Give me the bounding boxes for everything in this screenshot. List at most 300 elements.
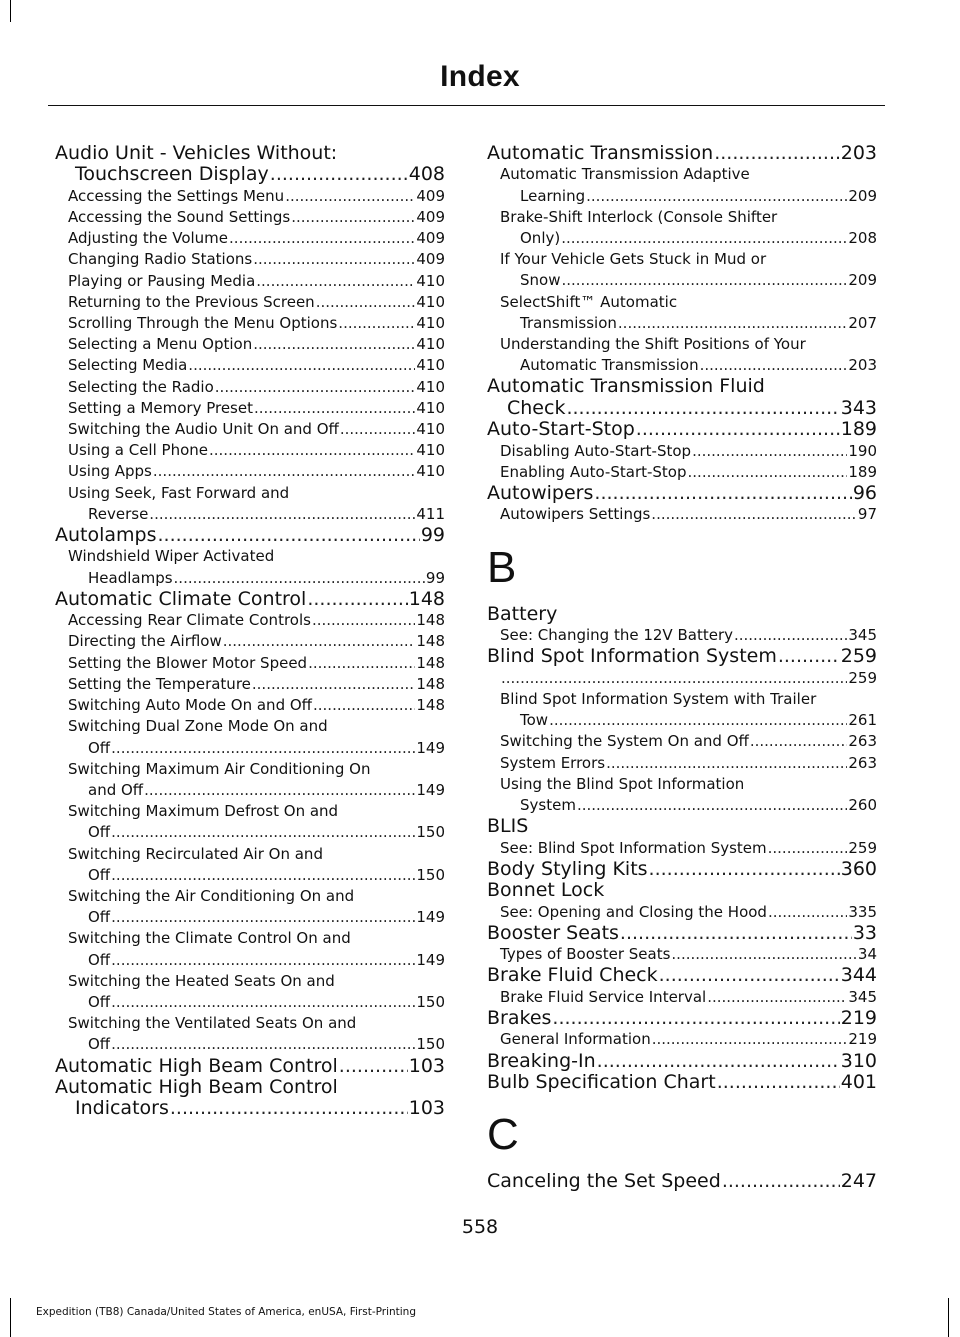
entry-text: System [520, 795, 576, 814]
page-ref[interactable]: 409 [416, 250, 445, 269]
page-ref[interactable]: 410 [416, 377, 445, 396]
dot-leader [561, 270, 847, 291]
index-subentry[interactable] [55, 886, 445, 928]
page-ref[interactable]: 409 [416, 208, 445, 227]
index-subentry[interactable] [55, 249, 445, 270]
dot-leader [252, 674, 415, 695]
entry-text: Types of Booster Seats [500, 945, 671, 964]
crop-mark-bottom-left [10, 1298, 11, 1337]
entry-text: Snow [520, 271, 561, 290]
entry-line [68, 568, 445, 589]
page-ref[interactable]: 150 [416, 1035, 445, 1054]
page-ref[interactable]: 149 [416, 908, 445, 927]
entry-text: SelectShift™ Automatic [500, 292, 678, 311]
index-subentry[interactable] [487, 462, 877, 483]
entry-line [68, 780, 445, 801]
page-ref[interactable]: 345 [848, 987, 877, 1006]
page-ref[interactable]: 408 [408, 163, 445, 186]
index-entry[interactable] [487, 483, 877, 504]
page-number: 558 [461, 1216, 499, 1238]
index-subentry[interactable] [487, 668, 877, 689]
index-entry[interactable] [487, 1072, 877, 1093]
page-ref[interactable]: 99 [420, 524, 445, 547]
index-subentry[interactable] [55, 801, 445, 843]
page-ref[interactable]: 148 [416, 632, 445, 651]
entry-line [500, 355, 877, 376]
dot-leader [312, 610, 415, 631]
index-entry[interactable] [487, 923, 877, 944]
index-subentry[interactable] [55, 186, 445, 207]
index-entry-heading: BLIS [487, 815, 529, 838]
entry-line [55, 1098, 445, 1119]
entry-text: Off [88, 738, 111, 757]
entry-text: Touchscreen Display [75, 163, 269, 186]
page-ref[interactable]: 411 [416, 504, 445, 523]
page-ref[interactable]: 247 [840, 1170, 877, 1193]
index-subentry[interactable] [55, 759, 445, 801]
entry-text: Switching the Climate Control On and [68, 929, 351, 948]
entry-text: Autowipers [487, 482, 594, 505]
entry-text: Setting the Blower Motor Speed [68, 653, 308, 672]
dot-leader [170, 1098, 408, 1119]
entry-text: Automatic Climate Control [55, 587, 307, 610]
entry-text: See: Opening and Closing the Hood [500, 902, 767, 921]
index-subentry[interactable] [487, 1029, 877, 1050]
index-entry[interactable] [487, 1008, 877, 1029]
entry-line [487, 646, 877, 667]
index-subentry[interactable] [55, 377, 445, 398]
entry-line [487, 1008, 877, 1029]
page-ref[interactable]: 401 [840, 1070, 877, 1093]
dot-leader [734, 625, 847, 646]
page-ref[interactable]: 149 [416, 738, 445, 757]
index-subentry[interactable] [55, 313, 445, 334]
dot-leader [652, 1029, 848, 1050]
index-entry[interactable] [487, 1171, 877, 1192]
index-entry[interactable] [55, 143, 445, 186]
page-ref[interactable]: 208 [848, 229, 877, 248]
dot-leader [636, 419, 840, 440]
entry-line [500, 902, 877, 923]
page-ref[interactable]: 410 [416, 441, 445, 460]
index-subentry[interactable] [55, 844, 445, 886]
dot-leader [620, 923, 852, 944]
index-subentry[interactable] [55, 228, 445, 249]
dot-leader [707, 987, 847, 1008]
entry-text: Brakes [487, 1006, 552, 1029]
page-ref[interactable]: 103 [408, 1097, 445, 1120]
dot-leader [256, 271, 415, 292]
section-letter: C [487, 1110, 519, 1160]
dot-leader [692, 441, 847, 462]
entry-text: Off [88, 865, 111, 884]
page-ref[interactable]: 410 [416, 271, 445, 290]
entry-line [68, 461, 445, 482]
entry-text: Playing or Pausing Media [68, 271, 256, 290]
index-subentry[interactable] [55, 546, 445, 588]
index-subentry[interactable] [487, 689, 877, 731]
index-subentry[interactable] [487, 731, 877, 752]
entry-text: Tow [520, 711, 549, 730]
entry-text: Windshield Wiper Activated [68, 547, 275, 566]
index-entry[interactable] [487, 1051, 877, 1072]
index-entry[interactable] [487, 859, 877, 880]
entry-text: Body Styling Kits [487, 857, 648, 880]
page-ref[interactable]: 190 [848, 441, 877, 460]
dot-leader [606, 753, 847, 774]
dot-leader [778, 646, 840, 667]
entry-line [487, 419, 877, 440]
entry-text: Switching the Ventilated Seats On and [68, 1014, 357, 1033]
page-ref[interactable]: 410 [416, 314, 445, 333]
dot-leader [253, 249, 415, 270]
page-ref[interactable]: 261 [848, 711, 877, 730]
entry-text: and Off [88, 780, 144, 799]
index-subentry[interactable] [487, 334, 877, 376]
page-ref[interactable]: 310 [840, 1049, 877, 1072]
entry-line [500, 668, 877, 689]
index-subentry[interactable] [55, 653, 445, 674]
entry-text: Using a Cell Phone [68, 441, 208, 460]
entry-line [68, 738, 445, 759]
page-ref[interactable]: 99 [425, 568, 445, 587]
page-ref[interactable]: 34 [857, 945, 877, 964]
entry-line [68, 228, 445, 249]
entry-text: Accessing Rear Climate Controls [68, 611, 311, 630]
page-ref[interactable]: 219 [840, 1006, 877, 1029]
index-entry[interactable] [55, 1077, 445, 1120]
entry-line [500, 944, 877, 965]
page-ref[interactable]: 207 [848, 313, 877, 332]
index-subentry[interactable] [487, 504, 877, 525]
dot-leader [111, 738, 415, 759]
entry-line [500, 270, 877, 291]
page-ref[interactable]: 410 [416, 292, 445, 311]
entry-text: Using Seek, Fast Forward and [68, 483, 290, 502]
entry-line [68, 1034, 445, 1055]
page-ref[interactable]: 343 [840, 396, 877, 419]
page-ref[interactable]: 263 [848, 732, 877, 751]
entry-text: Automatic Transmission Adaptive [500, 165, 750, 184]
index-subentry[interactable] [487, 987, 877, 1008]
entry-text: Switching Maximum Air Conditioning On [68, 759, 371, 778]
entry-text: Brake Fluid Service Interval [500, 987, 707, 1006]
entry-text: Switching Maximum Defrost On and [68, 802, 339, 821]
dot-leader [215, 377, 416, 398]
dot-leader [111, 865, 415, 886]
entry-line [68, 631, 445, 652]
entry-text: Enabling Auto-Start-Stop [500, 462, 687, 481]
entry-text: Returning to the Previous Screen [68, 292, 315, 311]
page-ref[interactable]: 259 [848, 838, 877, 857]
entry-line [487, 1072, 877, 1093]
entry-line [55, 1056, 445, 1077]
page-ref[interactable]: 150 [416, 823, 445, 842]
index-entry[interactable] [487, 646, 877, 667]
page-ref[interactable]: 410 [416, 398, 445, 417]
header-divider [48, 105, 885, 106]
page-ref[interactable]: 360 [840, 857, 877, 880]
index-subentry[interactable] [55, 398, 445, 419]
crop-mark-bottom-right [948, 1298, 949, 1337]
page-ref[interactable]: 97 [857, 505, 877, 524]
entry-text: Selecting the Radio [68, 377, 214, 396]
page-ref[interactable]: 103 [408, 1054, 445, 1077]
entry-text: Switching Auto Mode On and Off [68, 696, 312, 715]
page-ref[interactable]: 345 [848, 626, 877, 645]
dot-leader [174, 568, 425, 589]
entry-line [500, 731, 877, 752]
page-ref[interactable]: 259 [840, 645, 877, 668]
index-entry-heading: Bonnet Lock [487, 879, 605, 902]
entry-line [68, 398, 445, 419]
dot-leader [717, 1072, 840, 1093]
entry-text: Accessing the Sound Settings [68, 208, 291, 227]
entry-text: Headlamps [88, 568, 173, 587]
page-ref[interactable]: 410 [416, 335, 445, 354]
entry-line [68, 992, 445, 1013]
page-ref[interactable]: 260 [848, 795, 877, 814]
dot-leader [254, 398, 415, 419]
dot-leader [308, 653, 415, 674]
index-subentry[interactable] [487, 207, 877, 249]
dot-leader [594, 483, 851, 504]
crop-mark-top-left [10, 0, 11, 22]
dot-leader [111, 992, 415, 1013]
section-letter: B [487, 542, 517, 592]
index-subentry[interactable] [55, 674, 445, 695]
page-ref[interactable]: 219 [848, 1030, 877, 1049]
entry-line [500, 228, 877, 249]
index-subentry[interactable] [55, 631, 445, 652]
page-ref[interactable]: 409 [416, 229, 445, 248]
dot-leader [340, 419, 416, 440]
index-subentry[interactable] [487, 164, 877, 206]
entry-line [500, 987, 877, 1008]
entry-text: Off [88, 1035, 111, 1054]
page-ref[interactable]: 96 [852, 482, 877, 505]
entry-line [68, 865, 445, 886]
entry-text: Switching the System On and Off [500, 732, 749, 751]
entry-line [500, 753, 877, 774]
dot-leader [291, 207, 415, 228]
entry-line [68, 610, 445, 631]
index-entry[interactable] [487, 965, 877, 986]
entry-line [500, 795, 877, 816]
index-subentry[interactable] [55, 271, 445, 292]
entry-text: Scrolling Through the Menu Options [68, 314, 338, 333]
index-entry[interactable] [55, 525, 445, 546]
index-subentry[interactable] [487, 625, 877, 646]
entry-text: Switching the Audio Unit On and Off [68, 420, 339, 439]
entry-line [500, 462, 877, 483]
index-subentry[interactable] [487, 902, 877, 923]
page-ref[interactable]: 410 [416, 356, 445, 375]
entry-line [500, 710, 877, 731]
entry-line [68, 950, 445, 971]
index-subentry[interactable] [487, 774, 877, 816]
footer-text: Expedition (TB8) Canada/United States of America, enUSA, First-Printing [36, 1306, 417, 1318]
entry-text: Switching Recirculated Air On and [68, 844, 323, 863]
entry-text: Automatic Transmission [520, 356, 699, 375]
index-subentry[interactable] [55, 292, 445, 313]
index-subentry[interactable] [487, 838, 877, 859]
index-subentry[interactable] [55, 610, 445, 631]
entry-text: Directing the Airflow [68, 632, 222, 651]
index-subentry[interactable] [487, 249, 877, 291]
entry-text: Canceling the Set Speed [487, 1170, 721, 1193]
entry-text: Auto-Start-Stop [487, 418, 635, 441]
page-ref[interactable]: 149 [416, 950, 445, 969]
index-subentry[interactable] [487, 292, 877, 334]
page-ref[interactable]: 148 [408, 587, 445, 610]
dot-leader [649, 859, 840, 880]
page-ref[interactable]: 409 [416, 186, 445, 205]
entry-text: Understanding the Shift Positions of Your [500, 335, 806, 354]
page-ref[interactable]: 150 [416, 992, 445, 1011]
page-ref[interactable]: 189 [848, 462, 877, 481]
entry-text: See: Changing the 12V Battery [500, 626, 733, 645]
entry-text: Off [88, 992, 111, 1011]
dot-leader [144, 780, 415, 801]
entry-line [68, 377, 445, 398]
page-ref[interactable]: 410 [416, 462, 445, 481]
entry-text: Breaking-In [487, 1049, 596, 1072]
entry-line [487, 483, 877, 504]
page-ref[interactable]: 148 [416, 674, 445, 693]
index-subentry[interactable] [55, 971, 445, 1013]
dot-leader [659, 965, 840, 986]
page-ref[interactable]: 33 [852, 921, 877, 944]
entry-line [487, 1171, 877, 1192]
entry-text: Using the Blind Spot Information [500, 774, 745, 793]
index-entry[interactable] [487, 376, 877, 419]
entry-text: Autolamps [55, 524, 157, 547]
entry-line [68, 292, 445, 313]
dot-leader [229, 228, 415, 249]
entry-text: Automatic Transmission [487, 142, 714, 164]
entry-line [500, 441, 877, 462]
entry-line [68, 207, 445, 228]
dot-leader [577, 795, 847, 816]
dot-leader [501, 668, 847, 689]
entry-line [500, 1029, 877, 1050]
page-ref[interactable]: 203 [848, 356, 877, 375]
dot-leader [714, 143, 840, 164]
dot-leader [111, 822, 415, 843]
index-entry[interactable] [487, 143, 877, 164]
entry-text: Off [88, 950, 111, 969]
entry-line [68, 440, 445, 461]
index-subentry[interactable] [55, 461, 445, 482]
entry-text: Autowipers Settings [500, 505, 651, 524]
entry-text: Selecting Media [68, 356, 188, 375]
index-subentry[interactable] [55, 695, 445, 716]
entry-line [68, 313, 445, 334]
index-subentry[interactable] [55, 483, 445, 525]
entry-text: Blind Spot Information System [487, 645, 777, 668]
dot-leader [188, 355, 415, 376]
dot-leader [618, 313, 847, 334]
dot-leader [209, 440, 415, 461]
page-ref[interactable]: 149 [416, 780, 445, 799]
entry-text: Switching the Heated Seats On and [68, 971, 335, 990]
dot-leader [768, 838, 848, 859]
entry-line [68, 334, 445, 355]
index-subentry[interactable] [55, 207, 445, 228]
page-ref[interactable]: 203 [840, 142, 877, 164]
entry-line [68, 653, 445, 674]
entry-line [500, 504, 877, 525]
entry-line [55, 525, 445, 546]
page-ref[interactable]: 263 [848, 753, 877, 772]
entry-line [487, 1051, 877, 1072]
index-subentry[interactable] [55, 440, 445, 461]
dot-leader [307, 589, 407, 610]
page-ref[interactable]: 335 [848, 902, 877, 921]
entry-line [500, 186, 877, 207]
entry-text: Using Apps [68, 462, 152, 481]
index-subentry[interactable] [55, 334, 445, 355]
page-ref[interactable]: 410 [416, 420, 445, 439]
index-subentry[interactable] [55, 355, 445, 376]
dot-leader [316, 292, 416, 313]
entry-line [487, 143, 877, 164]
entry-text: Setting the Temperature [68, 674, 251, 693]
page-ref[interactable]: 148 [416, 611, 445, 630]
index-subentry[interactable] [487, 753, 877, 774]
page-ref[interactable]: 148 [416, 696, 445, 715]
dot-leader [338, 313, 415, 334]
entry-line [55, 589, 445, 610]
index-subentry[interactable] [55, 928, 445, 970]
entry-text: Indicators [75, 1097, 169, 1120]
entry-text: Adjusting the Volume [68, 229, 229, 248]
dot-leader [552, 1008, 839, 1029]
index-subentry[interactable] [487, 944, 877, 965]
index-entry[interactable] [55, 1056, 445, 1077]
entry-line [500, 838, 877, 859]
page-ref[interactable]: 189 [840, 418, 877, 441]
entry-text: Blind Spot Information System with Trailer [500, 689, 817, 708]
page-ref[interactable]: 150 [416, 865, 445, 884]
page-ref[interactable]: 344 [840, 964, 877, 987]
dot-leader [253, 334, 415, 355]
entry-line [68, 504, 445, 525]
index-entry[interactable] [487, 419, 877, 440]
index-subentry[interactable] [55, 1013, 445, 1055]
entry-text: Learning [520, 186, 586, 205]
page-ref[interactable]: 209 [848, 186, 877, 205]
entry-text: Off [88, 908, 111, 927]
index-subentry[interactable] [487, 441, 877, 462]
entry-text: Disabling Auto-Start-Stop [500, 441, 692, 460]
dot-leader [566, 398, 839, 419]
page-ref[interactable]: 259 [848, 668, 877, 687]
page-ref[interactable]: 209 [848, 271, 877, 290]
entry-line [68, 907, 445, 928]
dot-leader [111, 950, 415, 971]
dot-leader [153, 461, 415, 482]
entry-line [68, 249, 445, 270]
page-ref[interactable]: 148 [416, 653, 445, 672]
entry-line [68, 355, 445, 376]
index-column-left [55, 143, 445, 1120]
dot-leader [561, 228, 847, 249]
index-entry[interactable] [55, 589, 445, 610]
index-subentry[interactable] [55, 716, 445, 758]
index-subentry[interactable] [55, 419, 445, 440]
